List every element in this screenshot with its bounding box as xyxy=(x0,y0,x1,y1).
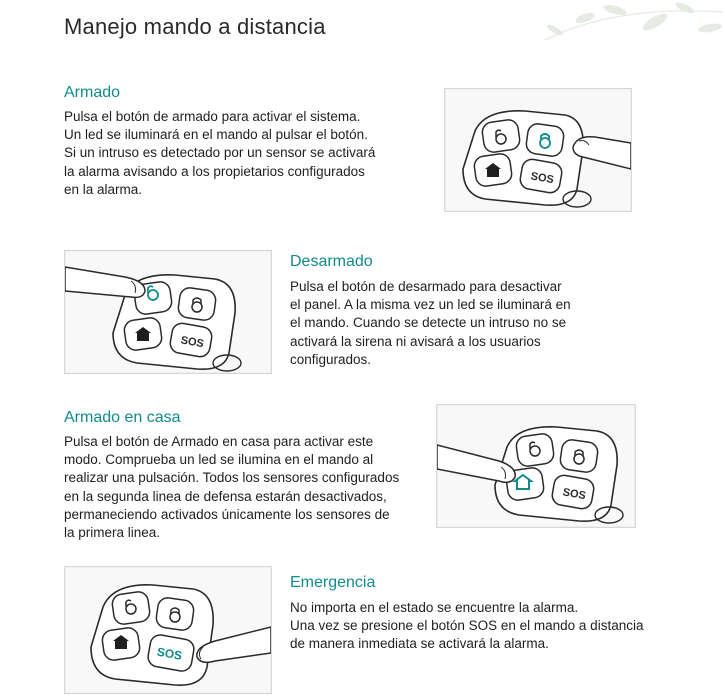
section-body-armado-en-casa: Pulsa el botón de Armado en casa para activar este modo. Comprueba un led se ilumina en el mando al realizar una pulsación. Todos los sensores configurados en la segunda linea de defensa estarán desactivados, permaneciendo activados únicamente los sensores de la primera linea. xyxy=(64,434,400,541)
leaf-decoration xyxy=(465,0,725,60)
section-body-desarmado: Pulsa el botón de desarmado para desactivar el panel. A la misma vez un led se iluminará en el mando. Cuando se detecte un intruso no se activará la sirena ni avisará a los usuarios configurados. xyxy=(290,279,571,367)
remote-illustration-armado xyxy=(444,88,632,212)
page-title: Manejo mando a distancia xyxy=(64,14,326,39)
section-title-armado: Armado xyxy=(64,84,121,101)
remote-illustration-desarmado xyxy=(64,250,272,374)
section-body-armado: Pulsa el botón de armado para activar el sistema. Un led se iluminará en el mando al pulsar el botón. Si un intruso es detectado por un sensor se activará la alarma avisando a los propietarios configurados en la alarma. xyxy=(64,109,376,197)
remote-illustration-armado-en-casa xyxy=(436,404,636,528)
section-title-desarmado: Desarmado xyxy=(290,253,373,270)
sos-label: SOS xyxy=(179,334,205,351)
sos-label: SOS xyxy=(561,486,587,503)
sos-label: SOS xyxy=(529,170,555,187)
section-title-armado-en-casa: Armado en casa xyxy=(64,409,181,426)
remote-illustration-emergencia xyxy=(64,566,272,694)
section-body-emergencia: No importa en el estado se encuentre la alarma. Una vez se presione el botón SOS en el mando a distancia de manera inmediata se activará la alarma. xyxy=(290,600,644,652)
sos-label: SOS xyxy=(155,644,184,663)
section-title-emergencia: Emergencia xyxy=(290,574,376,591)
